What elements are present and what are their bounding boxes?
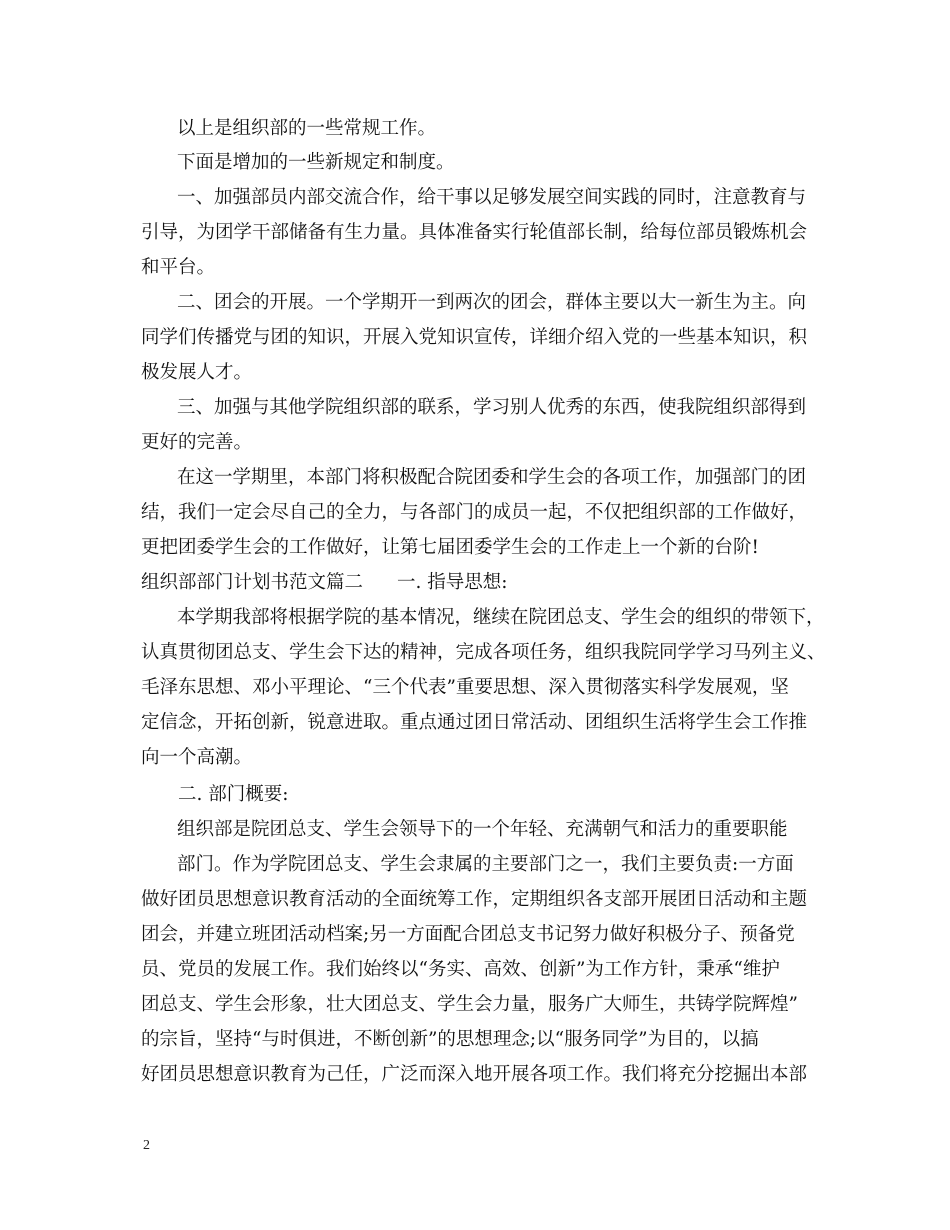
paragraph-line: 向一个高潮。 — [141, 747, 253, 768]
paragraph-line: 在这一学期里，本部门将积极配合院团委和学生会的各项工作，加强部门的团 — [177, 467, 807, 488]
paragraph-line: 更把团委学生会的工作做好，让第七届团委学生会的工作走上一个新的台阶! — [141, 537, 759, 558]
paragraph-line: 团会，并建立班团活动档案;另一方面配合团总支书记努力做好积极分子、预备党 — [141, 924, 795, 945]
paragraph-line: 引导，为团学干部储备有生力量。具体准备实行轮值部长制，给每位部员锻炼机会 — [141, 222, 808, 243]
paragraph-line: 极发展人才。 — [141, 362, 253, 383]
paragraph-line: 更好的完善。 — [141, 432, 253, 453]
paragraph-line: 员、党员的发展工作。我们始终以“务实、高效、创新”为工作方针，秉承“维护 — [141, 959, 780, 980]
paragraph-line: 毛泽东思想、邓小平理论、“三个代表”重要思想、深入贯彻落实科学发展观，坚 — [141, 677, 789, 698]
paragraph-line: 本学期我部将根据学院的基本情况，继续在院团总支、学生会的组织的带领下， — [177, 607, 825, 628]
paragraph-line: 团总支、学生会形象，壮大团总支、学生会力量，服务广大师生，共铸学院辉煌” — [141, 994, 798, 1015]
paragraph-line: 一、加强部员内部交流合作，给干事以足够发展空间实践的同时，注意教育与 — [177, 187, 807, 208]
paragraph-line: 二、团会的开展。一个学期开一到两次的团会，群体主要以大一新生为主。向 — [177, 292, 807, 313]
paragraph-line: 同学们传播党与团的知识，开展入党知识宣传，详细介绍入党的一些基本知识，积 — [141, 327, 808, 348]
paragraph-line: 结，我们一定会尽自己的全力，与各部门的成员一起，不仅把组织部的工作做好， — [141, 502, 808, 523]
paragraph-line: 下面是增加的一些新规定和制度。 — [177, 152, 455, 173]
paragraph-line: 定信念，开拓创新，锐意进取。重点通过团日常活动、团组织生活将学生会工作推 — [141, 712, 808, 733]
section-title: 组织部部门计划书范文篇二 — [141, 572, 364, 593]
paragraph-line: 部门。作为学院团总支、学生会隶属的主要部门之一，我们主要负责:一方面 — [177, 854, 794, 875]
paragraph-line: 好团员思想意识教育为己任，广泛而深入地开展各项工作。我们将充分挖掘出本部 — [141, 1064, 808, 1085]
section-subtitle: 一. 指导思想: — [397, 572, 508, 593]
paragraph-line: 三、加强与其他学院组织部的联系，学习别人优秀的东西，使我院组织部得到 — [177, 397, 807, 418]
paragraph-line: 组织部是院团总支、学生会领导下的一个年轻、充满朝气和活力的重要职能 — [177, 819, 788, 840]
paragraph-line: 的宗旨，坚持“与时俱进，不断创新”的思想理念;以“服务同学”为目的，以搞 — [141, 1029, 759, 1050]
paragraph-line: 认真贯彻团总支、学生会下达的精神，完成各项任务，组织我院同学学习马列主义、 — [141, 642, 826, 663]
section-heading-line — [141, 571, 831, 595]
paragraph-line: 做好团员思想意识教育活动的全面统筹工作，定期组织各支部开展团日活动和主题 — [141, 889, 808, 910]
section-heading: 二. 部门概要: — [178, 784, 289, 805]
paragraph-line: 以上是组织部的一些常规工作。 — [177, 118, 437, 139]
paragraph-line: 和平台。 — [141, 257, 216, 278]
page-number: 2 — [143, 1138, 150, 1153]
